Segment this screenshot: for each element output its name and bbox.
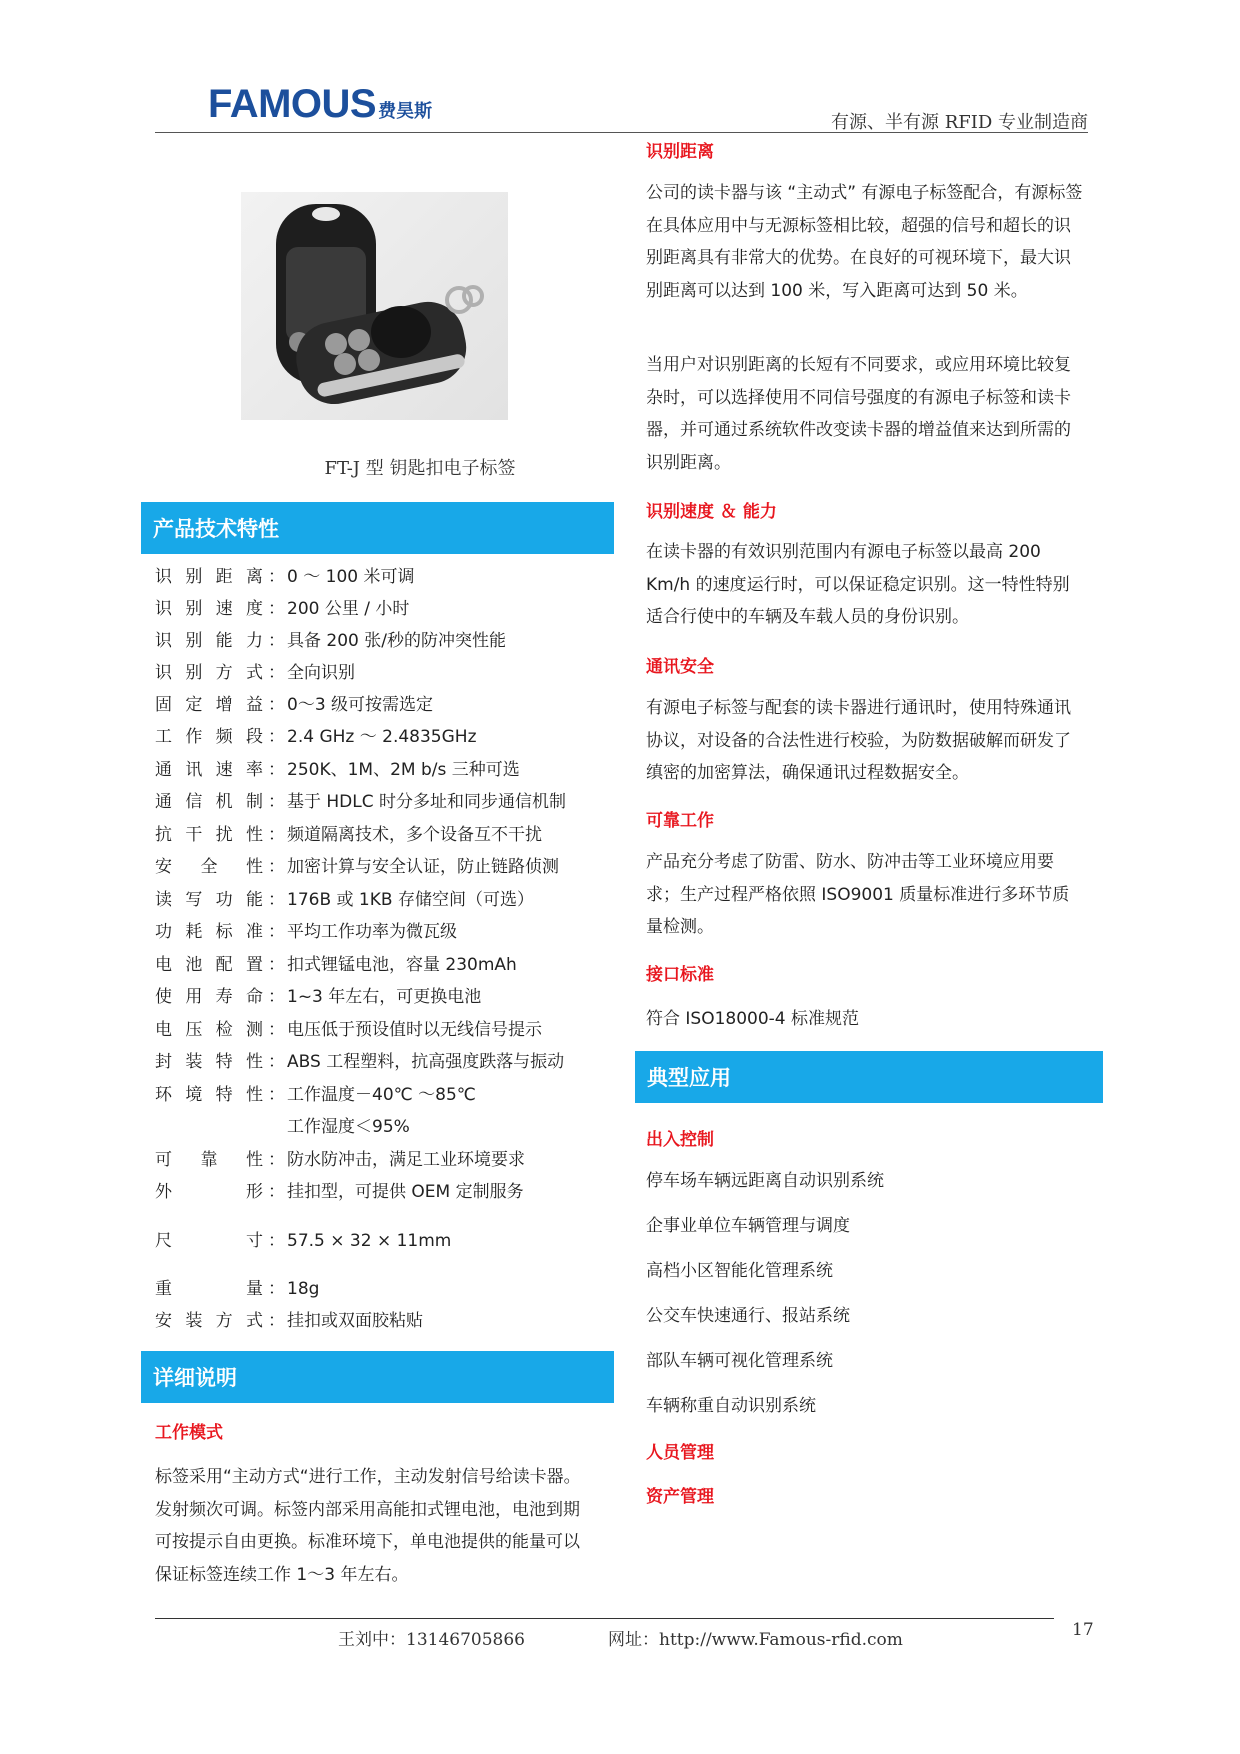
- spec-value: 电压低于预设值时以无线信号提示: [287, 1020, 542, 1040]
- spec-value: 18g: [287, 1279, 320, 1299]
- spec-label: 使用寿命: [155, 987, 263, 1007]
- section-header-details: 详细说明: [141, 1351, 614, 1403]
- spec-value: 2.4 GHz ～ 2.4835GHz: [287, 727, 477, 747]
- reliable-text: 产品充分考虑了防雷、防水、防冲击等工业环境应用要求；生产过程严格依照 ISO9001 质量标准进行多环节质量检测。: [646, 852, 1070, 937]
- spec-value: 基于 HDLC 时分多址和同步通信机制: [287, 792, 567, 812]
- spec-label: 识别方式: [155, 663, 263, 683]
- spec-label: 重量: [155, 1279, 263, 1299]
- spec-colon: ：: [268, 1311, 285, 1331]
- logo-chinese-name: 费昊斯: [378, 101, 433, 122]
- spec-colon: ：: [268, 987, 285, 1007]
- spec-value: 频道隔离技术，多个设备互不干扰: [287, 825, 542, 845]
- spec-colon: ：: [268, 1085, 285, 1105]
- logo-wordmark: FAMOUS: [208, 82, 377, 126]
- spec-colon: ：: [268, 825, 285, 845]
- spec-label: 环境特性: [155, 1085, 263, 1105]
- spec-label: 抗干扰性: [155, 825, 263, 845]
- spec-label: 功耗标准: [155, 922, 263, 942]
- spec-colon: ：: [268, 955, 285, 975]
- spec-value: 57.5 × 32 × 11mm: [287, 1231, 452, 1251]
- page-number: 17: [1072, 1620, 1094, 1640]
- spec-colon: ：: [268, 760, 285, 780]
- spec-colon: ：: [268, 663, 285, 683]
- subhead-access-control: 出入控制: [646, 1130, 714, 1150]
- read-distance-text-1: 公司的读卡器与该 “主动式” 有源电子标签配合，有源标签在具体应用中与无源标签相比较，超强的信号和超长的识别距离具有非常大的优势。在良好的可视环境下，最大识别距离可以达到 100 米，写入距离可达到 50 米。: [646, 183, 1083, 301]
- spec-label: 电压检测: [155, 1020, 263, 1040]
- spec-label: 读写功能: [155, 890, 263, 910]
- product-caption: FT-J 型 钥匙扣电子标签: [324, 458, 516, 479]
- spec-label: 通讯速率: [155, 760, 263, 780]
- spec-colon: ：: [268, 695, 285, 715]
- spec-value: 挂扣或双面胶粘贴: [287, 1311, 423, 1331]
- company-logo: [208, 84, 432, 124]
- subhead-comm-security: 通讯安全: [646, 657, 714, 677]
- spec-label: 电池配置: [155, 955, 263, 975]
- application-item: 高档小区智能化管理系统: [646, 1261, 833, 1281]
- spec-value: 工作湿度＜95%: [287, 1117, 410, 1137]
- spec-label: 识别距离: [155, 567, 263, 587]
- product-photo: [241, 192, 508, 420]
- header-tagline: 有源、半有源 RFID 专业制造商: [830, 112, 1088, 133]
- subhead-read-speed: 识别速度 ＆ 能力: [646, 502, 777, 522]
- section-header-specs: 产品技术特性: [141, 502, 614, 554]
- spec-colon: ：: [268, 1279, 285, 1299]
- footer-divider: [155, 1618, 1054, 1619]
- interface-text: 符合 ISO18000-4 标准规范: [646, 1009, 860, 1029]
- footer-website: 网址：http://www.Famous-rfid.com: [608, 1630, 903, 1650]
- spec-colon: ：: [268, 1052, 285, 1072]
- key-fob-illustration: [241, 192, 508, 420]
- spec-colon: ：: [268, 1182, 285, 1202]
- spec-label: 外形: [155, 1182, 263, 1202]
- work-mode-text: 标签采用“主动方式“进行工作，主动发射信号给读卡器。发射频次可调。标签内部采用高能扣式锂电池，电池到期可按提示自由更换。标准环境下，单电池提供的能量可以保证标签连续工作 1～3 年左右。: [155, 1467, 581, 1585]
- footer-contact: 王刘中：13146705866: [338, 1630, 525, 1650]
- comm-security-text: 有源电子标签与配套的读卡器进行通讯时，使用特殊通讯协议，对设备的合法性进行校验，为防数据破解而研发了缜密的加密算法，确保通讯过程数据安全。: [646, 698, 1071, 783]
- spec-label: 可靠性: [155, 1150, 263, 1170]
- spec-colon: ：: [268, 792, 285, 812]
- spec-value: 200 公里 / 小时: [287, 599, 410, 619]
- spec-value: 1~3 年左右，可更换电池: [287, 987, 482, 1007]
- header-divider: [155, 132, 1088, 133]
- spec-value: 250K、1M、2M b/s 三种可选: [287, 760, 520, 780]
- subhead-assets: 资产管理: [646, 1487, 714, 1507]
- spec-colon: ：: [268, 727, 285, 747]
- spec-value: 挂扣型，可提供 OEM 定制服务: [287, 1182, 524, 1202]
- spec-value: 防水防冲击，满足工业环境要求: [287, 1150, 525, 1170]
- subhead-read-distance: 识别距离: [646, 142, 714, 162]
- application-item: 车辆称重自动识别系统: [646, 1396, 816, 1416]
- spec-value: 0 ～ 100 米可调: [287, 567, 415, 587]
- subhead-personnel: 人员管理: [646, 1443, 714, 1463]
- spec-value: 全向识别: [287, 663, 355, 683]
- spec-label: 封装特性: [155, 1052, 263, 1072]
- spec-label: 识别能力: [155, 631, 263, 651]
- spec-label: 固定增益: [155, 695, 263, 715]
- spec-colon: ：: [268, 631, 285, 651]
- spec-label: 尺寸: [155, 1231, 263, 1251]
- application-item: 部队车辆可视化管理系统: [646, 1351, 833, 1371]
- subhead-reliable: 可靠工作: [646, 811, 714, 831]
- spec-colon: ：: [268, 567, 285, 587]
- spec-label: 识别速度: [155, 599, 263, 619]
- spec-colon: ：: [268, 857, 285, 877]
- spec-value: 0～3 级可按需选定: [287, 695, 434, 715]
- application-item: 企事业单位车辆管理与调度: [646, 1216, 850, 1236]
- spec-label: 通信机制: [155, 792, 263, 812]
- spec-colon: ：: [268, 1231, 285, 1251]
- spec-colon: ：: [268, 599, 285, 619]
- spec-value: 工作温度－40℃ ～85℃: [287, 1085, 476, 1105]
- spec-value: 具备 200 张/秒的防冲突性能: [287, 631, 506, 651]
- read-speed-text: 在读卡器的有效识别范围内有源电子标签以最高 200 Km/h 的速度运行时，可以保证稳定识别。这一特性特别适合行使中的车辆及车载人员的身份识别。: [646, 542, 1070, 627]
- spec-label: 安装方式: [155, 1311, 263, 1331]
- read-distance-text-2: 当用户对识别距离的长短有不同要求，或应用环境比较复杂时，可以选择使用不同信号强度的有源电子标签和读卡器，并可通过系统软件改变读卡器的增益值来达到所需的识别距离。: [646, 355, 1071, 473]
- application-item: 公交车快速通行、报站系统: [646, 1306, 850, 1326]
- section-header-applications: 典型应用: [635, 1051, 1103, 1103]
- spec-value: 176B 或 1KB 存储空间（可选）: [287, 890, 534, 910]
- spec-value: 加密计算与安全认证，防止链路侦测: [287, 857, 559, 877]
- spec-colon: ：: [268, 1150, 285, 1170]
- spec-value: ABS 工程塑料，抗高强度跌落与振动: [287, 1052, 565, 1072]
- application-item: 停车场车辆远距离自动识别系统: [646, 1171, 884, 1191]
- subhead-work-mode: 工作模式: [155, 1423, 223, 1443]
- spec-colon: ：: [268, 922, 285, 942]
- spec-label: 工作频段: [155, 727, 263, 747]
- spec-colon: ：: [268, 890, 285, 910]
- spec-value: 扣式锂锰电池，容量 230mAh: [287, 955, 517, 975]
- spec-value: 平均工作功率为微瓦级: [287, 922, 457, 942]
- subhead-interface: 接口标准: [646, 965, 714, 985]
- spec-colon: ：: [268, 1020, 285, 1040]
- spec-label: 安全性: [155, 857, 263, 877]
